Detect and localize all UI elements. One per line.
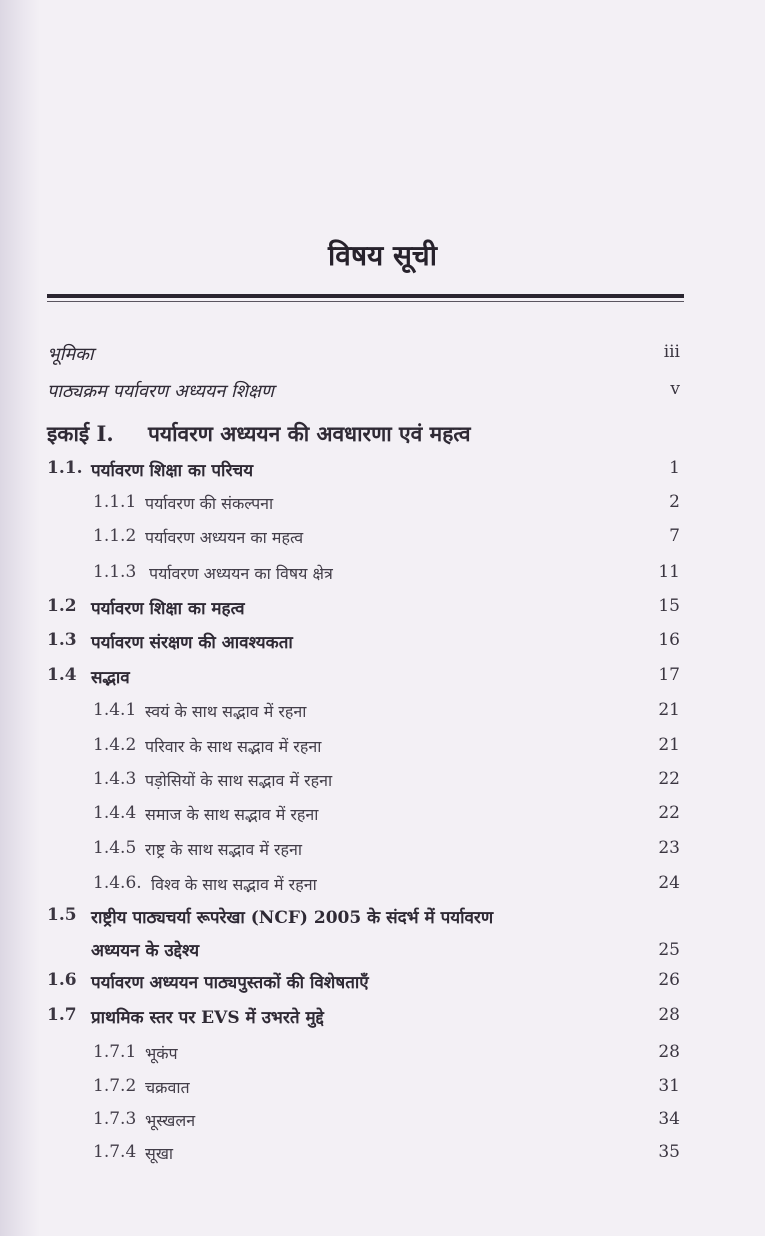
toc-entry[interactable] [0, 665, 765, 695]
toc-entry[interactable] [0, 838, 765, 868]
toc-entry[interactable] [0, 596, 765, 626]
toc-entry-text: राष्ट्र के साथ सद्भाव में रहना [145, 840, 303, 859]
title-divider [47, 294, 684, 298]
toc-entry-text: पर्यावरण संरक्षण की आवश्यकता [91, 633, 293, 653]
toc-entry[interactable] [0, 458, 765, 488]
toc-entry-page: iii [663, 342, 680, 362]
toc-entry-page: 34 [658, 1109, 680, 1129]
toc-entry-page: 1 [669, 458, 680, 478]
toc-entry[interactable] [0, 700, 765, 730]
toc-entry-page: 22 [658, 769, 680, 789]
toc-entry[interactable] [0, 970, 765, 1000]
toc-entry-text-continued: अध्ययन के उद्देश्य [91, 941, 200, 961]
toc-entry[interactable] [0, 803, 765, 833]
toc-entry-number: 1.6 [47, 970, 77, 990]
toc-entry-page: 31 [658, 1076, 680, 1096]
toc-entry-page: 28 [658, 1005, 680, 1025]
toc-entry-number: 1.4.5 [93, 838, 137, 858]
toc-entry-page: 21 [658, 700, 680, 720]
page-title: विषय सूची [328, 239, 437, 272]
toc-entry-number: 1.1.1 [93, 492, 137, 512]
toc-entry-page: 23 [658, 838, 680, 858]
toc-entry-page: 16 [658, 630, 680, 650]
toc-entry-text: पड़ोसियों के साथ सद्भाव में रहना [145, 771, 333, 790]
toc-entry-page: 15 [658, 596, 680, 616]
toc-entry-page: 17 [658, 665, 680, 685]
toc-entry-syllabus[interactable] [0, 379, 765, 409]
toc-entry[interactable] [0, 492, 765, 522]
toc-entry[interactable] [0, 1005, 765, 1035]
toc-entry[interactable] [0, 873, 765, 903]
toc-entry-page: 21 [658, 735, 680, 755]
toc-entry-number: 1.7.3 [93, 1109, 137, 1129]
toc-entry-text: परिवार के साथ सद्भाव में रहना [145, 737, 322, 756]
toc-entry-number: 1.7.4 [93, 1142, 137, 1162]
toc-entry-text: पर्यावरण अध्ययन का विषय क्षेत्र [149, 564, 333, 583]
toc-entry-number: 1.4.4 [93, 803, 137, 823]
toc-entry[interactable] [0, 562, 765, 592]
toc-entry[interactable] [0, 526, 765, 556]
toc-entry-text: प्राथमिक स्तर पर EVS में उभरते मुद्दे [91, 1008, 324, 1028]
toc-entry-page: 7 [669, 526, 680, 546]
toc-entry-number: 1.1.2 [93, 526, 137, 546]
toc-entry-text: पर्यावरण अध्ययन का महत्व [145, 528, 304, 547]
toc-entry[interactable] [0, 1042, 765, 1072]
toc-entry-page: 25 [658, 940, 680, 960]
toc-entry-number: 1.2 [47, 596, 77, 616]
toc-entry-page: 2 [669, 492, 680, 512]
toc-entry-text: समाज के साथ सद्भाव में रहना [145, 805, 319, 824]
toc-entry-number: 1.4 [47, 665, 77, 685]
toc-entry-number: 1.5 [47, 905, 77, 925]
toc-entry-text: सूखा [145, 1144, 174, 1163]
toc-entry-number: 1.1.3 [93, 562, 137, 582]
toc-entry-page: 26 [658, 970, 680, 990]
toc-entry[interactable] [0, 1142, 765, 1172]
toc-entry-text: राष्ट्रीय पाठ्यचर्या रूपरेखा (NCF) 2005 के संदर्भ में पर्यावरण [91, 908, 494, 928]
toc-entry-number: 1.4.2 [93, 735, 137, 755]
toc-entry-text: भूमिका [47, 344, 94, 365]
toc-entry-page: 24 [658, 873, 680, 893]
toc-entry-ncf[interactable] [0, 905, 765, 967]
toc-entry-number: 1.7.1 [93, 1042, 137, 1062]
toc-entry-number: 1.1. [47, 458, 83, 478]
toc-entry-page: 22 [658, 803, 680, 823]
toc-entry-text: सद्भाव [91, 668, 130, 688]
toc-entry-text: चक्रवात [145, 1078, 190, 1097]
title-divider-thin [47, 301, 684, 302]
toc-entry-text: पर्यावरण की संकल्पना [145, 494, 274, 513]
unit-label: इकाई I. [47, 421, 114, 446]
toc-entry[interactable] [0, 630, 765, 660]
toc-entry-number: 1.4.1 [93, 700, 137, 720]
toc-entry-number: 1.3 [47, 630, 77, 650]
toc-entry-text: पर्यावरण अध्ययन पाठ्यपुस्तकों की विशेषताएँ [91, 973, 369, 993]
toc-entry[interactable] [0, 735, 765, 765]
toc-entry-number: 1.7.2 [93, 1076, 137, 1096]
toc-unit-heading[interactable] [0, 420, 765, 454]
toc-entry-text: भूस्खलन [145, 1111, 196, 1130]
unit-title: पर्यावरण अध्ययन की अवधारणा एवं महत्व [148, 421, 471, 446]
toc-entry-text: स्वयं के साथ सद्भाव में रहना [145, 702, 307, 721]
toc-entry-page: 11 [658, 562, 680, 582]
toc-entry-text: पर्यावरण शिक्षा का परिचय [91, 461, 254, 481]
toc-entry-text: विश्व के साथ सद्भाव में रहना [151, 875, 317, 894]
toc-entry[interactable] [0, 1076, 765, 1106]
toc-entry-number: 1.7 [47, 1005, 77, 1025]
toc-entry-number: 1.4.3 [93, 769, 137, 789]
toc-entry-text: पाठ्यक्रम पर्यावरण अध्ययन शिक्षण [47, 381, 274, 402]
toc-entry-page: 28 [658, 1042, 680, 1062]
toc-entry[interactable] [0, 1109, 765, 1139]
toc-entry-page: v [670, 379, 680, 399]
toc-entry-page: 35 [658, 1142, 680, 1162]
toc-entry-preface[interactable] [0, 342, 765, 372]
toc-entry[interactable] [0, 769, 765, 799]
toc-entry-text: पर्यावरण शिक्षा का महत्व [91, 599, 245, 619]
toc-entry-number: 1.4.6. [93, 873, 142, 893]
toc-entry-text: भूकंप [145, 1044, 178, 1063]
